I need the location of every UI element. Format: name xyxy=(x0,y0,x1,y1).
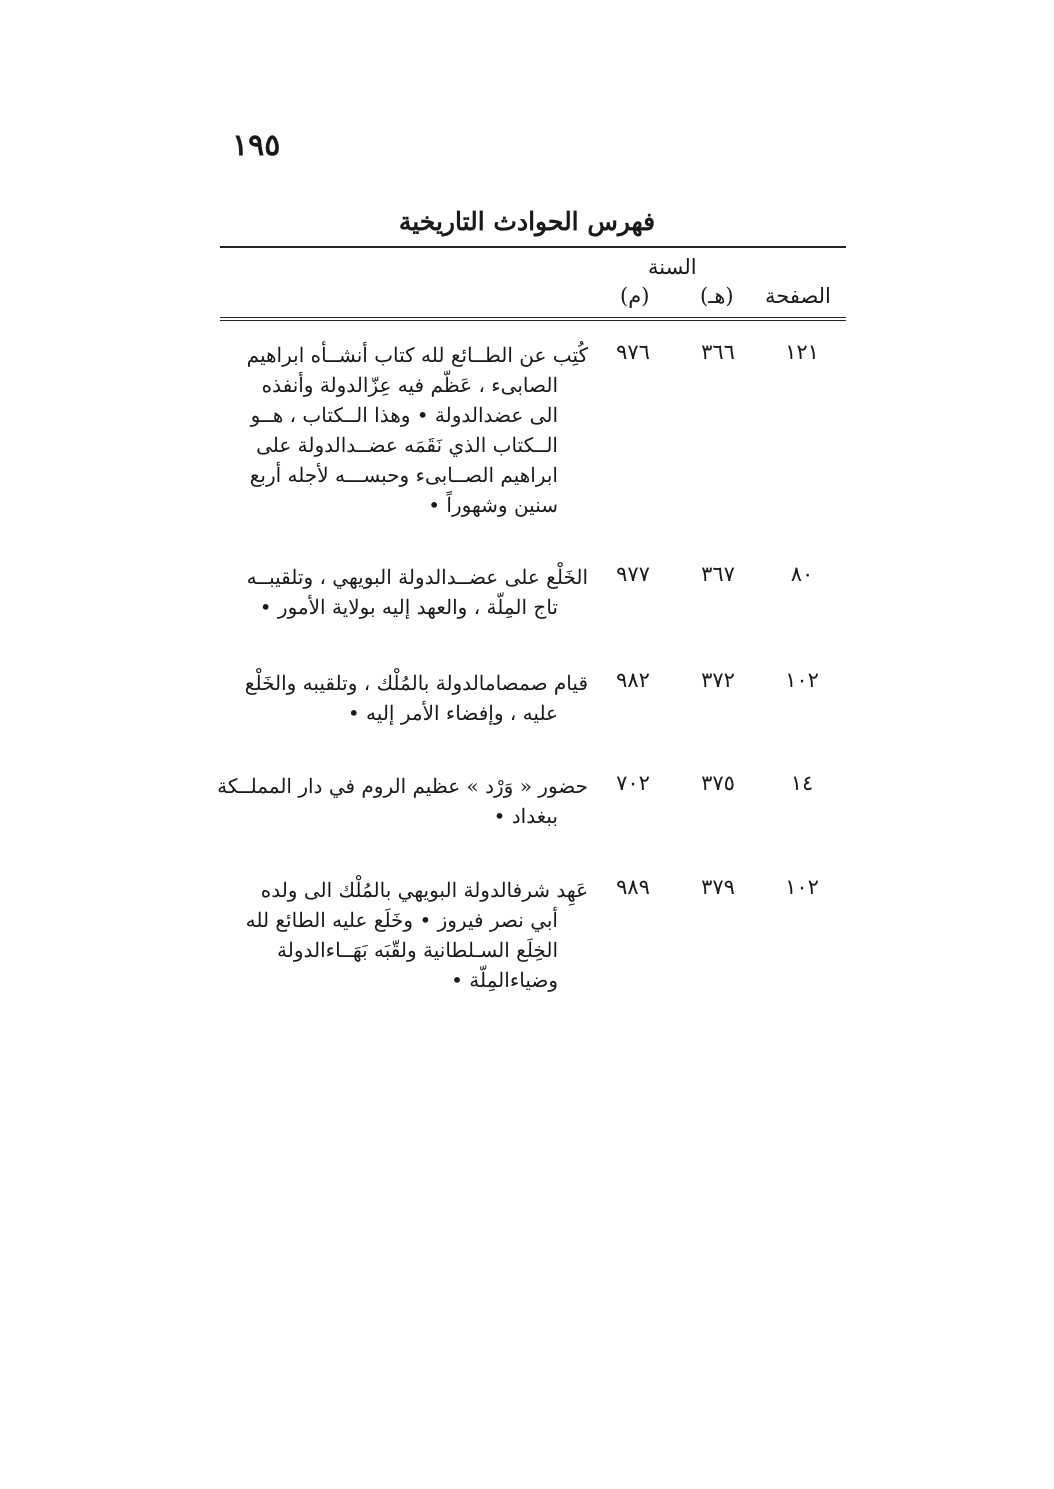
entry-line: عليه ، وإفضاء الأمر إليه • xyxy=(347,701,558,725)
entry-line: تاج المِلّة ، والعهد إليه بولاية الأمور • xyxy=(259,595,558,619)
entry-line: سنين وشهوراً • xyxy=(428,493,558,517)
entry-page: ١٠٢ xyxy=(785,668,819,692)
entry-page: ١٤ xyxy=(790,771,814,795)
entry-page: ١٢١ xyxy=(785,340,819,364)
header-bottom-rule-2 xyxy=(220,320,846,321)
entry-page: ٨٠ xyxy=(790,562,814,586)
entry-hijri-year: ٣٦٧ xyxy=(701,562,735,586)
entry-line: الخَلْع على عضــدالدولة البويهي ، وتلقيبــه xyxy=(246,565,588,589)
entry-line: ببغداد • xyxy=(493,804,558,828)
header-year: السنة xyxy=(648,255,697,279)
entry-description xyxy=(212,875,588,995)
entry-description xyxy=(212,771,588,831)
entry-hijri-year: ٣٧٥ xyxy=(701,771,735,795)
entry-hijri-year: ٣٧٢ xyxy=(701,668,735,692)
entry-gregorian-year: ٩٧٧ xyxy=(616,562,650,586)
entry-line: الــكتاب الذي نَقَمَه عضــدالدولة على xyxy=(256,433,558,457)
page-number: ١٩٥ xyxy=(232,128,281,163)
header-hijri: (هـ) xyxy=(700,284,734,308)
entry-line: قيام صمصامالدولة بالمُلْك ، وتلقيبه والخَلْع xyxy=(244,671,588,695)
entry-hijri-year: ٣٧٩ xyxy=(701,875,735,899)
entry-page: ١٠٢ xyxy=(785,875,819,899)
entry-line: ابراهيم الصــابىء وحبســـه لأجله أربع xyxy=(249,463,558,487)
entry-line: الى عضدالدولة • وهذا الــكتاب ، هــو xyxy=(250,403,558,427)
entry-line: كُتِب عن الطــائع لله كتاب أنشــأه ابراهيم xyxy=(246,343,588,367)
entry-line: الصابىء ، عَظّم فيه عِزّالدولة وأنفذه xyxy=(261,373,558,397)
entry-line: حضور « وَرْد » عظيم الروم في دار المملــكة xyxy=(217,774,588,798)
entry-line: الخِلَع السـلطانية ولقّبَه بَهَــاءالدولة xyxy=(277,938,558,962)
entry-gregorian-year: ٩٨٢ xyxy=(616,668,650,692)
entry-gregorian-year: ٩٧٦ xyxy=(616,340,650,364)
entry-line: أبي نصر فيروز • وخَلَع عليه الطائع لله xyxy=(245,908,558,932)
entry-line: عَهِد شرفالدولة البويهي بالمُلْك الى ولده xyxy=(260,878,588,902)
entry-description xyxy=(212,668,588,728)
entry-gregorian-year: ٩٨٩ xyxy=(616,875,650,899)
entry-line: وضياءالمِلّة • xyxy=(451,968,558,992)
header-gregorian: (م) xyxy=(620,284,650,308)
entry-description xyxy=(212,340,588,520)
header-bottom-rule xyxy=(220,317,846,318)
entry-hijri-year: ٣٦٦ xyxy=(701,340,735,364)
header-page: الصفحة xyxy=(765,284,831,308)
entry-gregorian-year: ٧٠٢ xyxy=(616,771,650,795)
header-top-rule xyxy=(220,246,846,248)
entry-description xyxy=(212,562,588,622)
page-title: فهرس الحوادث التاريخية xyxy=(398,207,656,236)
